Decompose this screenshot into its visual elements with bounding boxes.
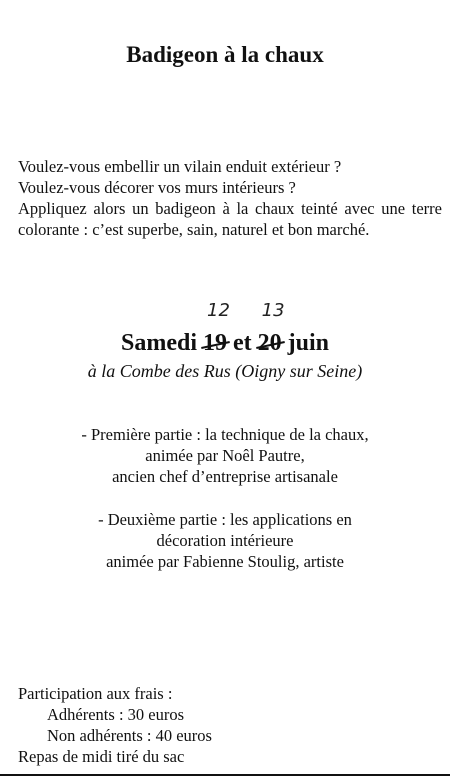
parts-spacer	[0, 487, 450, 509]
event-date	[0, 300, 450, 357]
handwritten-date-2: 13	[261, 300, 285, 321]
event-date-block	[0, 300, 450, 382]
part-one-line: ancien chef d’entreprise artisanale	[112, 467, 338, 486]
part-one-line: - Première partie : la technique de la chaux,	[81, 425, 369, 444]
fees-lunch: Repas de midi tiré du sac	[18, 747, 185, 766]
intro-line: Voulez-vous décorer vos murs intérieurs ?	[18, 178, 296, 197]
intro-paragraph	[18, 156, 442, 240]
handwritten-date-1: 12	[207, 300, 230, 321]
fees-section	[18, 683, 212, 767]
intro-line: Voulez-vous embellir un vilain enduit extérieur ?	[18, 157, 342, 176]
printed-date-1: 19	[203, 330, 227, 356]
part-one-line: animée par Noêl Pautre,	[145, 446, 305, 465]
printed-date-2: 20	[257, 330, 282, 356]
bottom-divider	[0, 774, 450, 776]
fees-heading: Participation aux frais :	[18, 684, 173, 703]
part-two-line: décoration intérieure	[156, 531, 294, 550]
event-month: juin	[287, 330, 330, 356]
flyer-title: Badigeon à la chaux	[126, 42, 324, 67]
part-two-line: - Deuxième partie : les applications en	[98, 510, 352, 529]
event-day: Samedi	[120, 330, 197, 356]
fees-members: Adhérents : 30 euros	[47, 705, 185, 724]
intro-line: Appliquez alors un badigeon à la chaux teinté avec une terre colorante : c’est superbe, sain, naturel et bon marché.	[18, 199, 442, 239]
event-conjunction: et	[233, 330, 252, 356]
fees-non-members: Non adhérents : 40 euros	[47, 726, 212, 745]
part-two-line: animée par Fabienne Stoulig, artiste	[106, 552, 344, 571]
struck-date-2	[257, 300, 285, 357]
program-parts	[0, 424, 450, 572]
struck-date-1	[203, 300, 230, 357]
event-location: à la Combe des Rus (Oigny sur Seine)	[87, 361, 363, 381]
